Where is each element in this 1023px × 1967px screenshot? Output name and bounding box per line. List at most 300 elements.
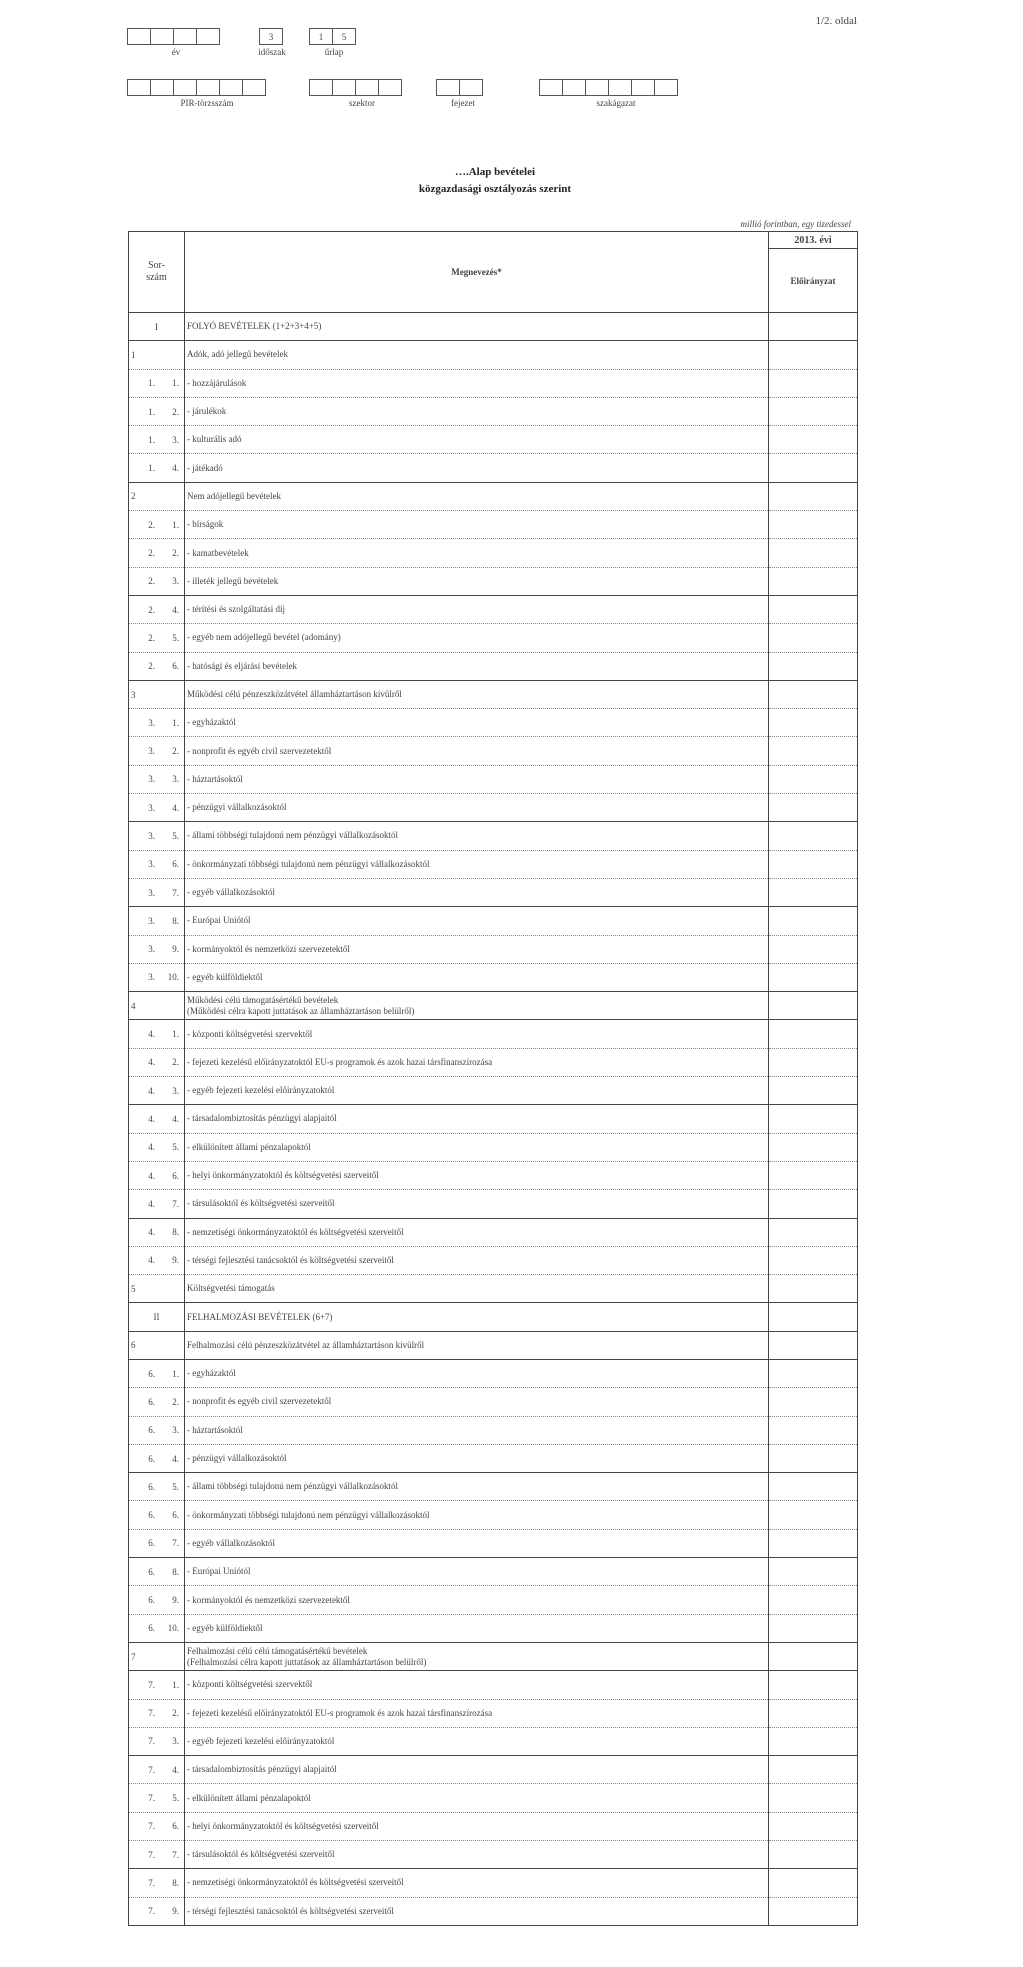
row-number-sub: 4. xyxy=(172,1113,179,1124)
row-number-main: 6. xyxy=(148,1595,155,1605)
row-number-main: 3. xyxy=(148,915,155,926)
row-number-sub: 9. xyxy=(172,1595,179,1605)
appropriation-input-cell[interactable] xyxy=(769,1897,858,1925)
row-number-main: 6. xyxy=(148,1510,155,1521)
row-label: - kormányoktól és nemzetközi szervezetektől xyxy=(187,1594,350,1605)
row-label-cell xyxy=(185,1473,769,1501)
row-label: - társulásoktól és költségvetési szerveitől xyxy=(187,1198,335,1209)
row-label: - járulékok xyxy=(187,406,227,417)
row-number-main: 6. xyxy=(148,1453,155,1464)
table-row xyxy=(129,1359,858,1387)
appropriation-input-cell[interactable] xyxy=(769,482,858,510)
row-number-main: 3 xyxy=(131,689,136,700)
table-row xyxy=(129,1869,858,1897)
appropriation-input-cell[interactable] xyxy=(769,1501,858,1529)
szakagazat-cell[interactable] xyxy=(562,79,586,96)
appropriation-input-cell[interactable] xyxy=(769,935,858,963)
row-number-sub: 2. xyxy=(172,746,179,757)
row-number xyxy=(129,822,185,850)
row-number-sub: 3. xyxy=(172,434,179,445)
row-number xyxy=(129,369,185,397)
table-row xyxy=(129,1105,858,1133)
table-row xyxy=(129,1246,858,1274)
row-label-cell xyxy=(185,1444,769,1472)
appropriation-input-cell[interactable] xyxy=(769,1303,858,1331)
pir-cell[interactable] xyxy=(242,79,266,96)
pir-cell[interactable] xyxy=(219,79,243,96)
table-row xyxy=(129,1558,858,1586)
table-row xyxy=(129,652,858,680)
appropriation-input-cell[interactable] xyxy=(769,341,858,369)
appropriation-input-cell[interactable] xyxy=(769,1614,858,1642)
table-row xyxy=(129,935,858,963)
row-label: - egyéb fejezeti kezelési előirányzatoktól xyxy=(187,1735,335,1746)
document-subtitle: közgazdasági osztályozás szerint xyxy=(418,183,572,195)
row-number-main: 6 xyxy=(131,1340,136,1351)
table-row xyxy=(129,1048,858,1076)
row-label-cell xyxy=(185,1020,769,1048)
row-label-cell xyxy=(185,652,769,680)
row-label-cell xyxy=(185,1501,769,1529)
table-row xyxy=(129,1303,858,1331)
row-number-main: 6. xyxy=(148,1368,155,1379)
appropriation-input-cell[interactable] xyxy=(769,1727,858,1755)
row-number-main: 1. xyxy=(148,378,155,389)
row-label: - egyéb vállalkozásoktól xyxy=(187,1537,275,1548)
pir-label: PIR-törzsszám xyxy=(180,98,234,108)
row-number-main: 3. xyxy=(148,972,155,983)
row-number-sub: 6. xyxy=(172,1170,179,1181)
header-value: Előirányzat xyxy=(790,275,836,286)
row-label: - kulturális adó xyxy=(187,434,242,445)
szektor-cell[interactable] xyxy=(378,79,402,96)
row-label: - nemzetiségi önkormányzatoktól és költségvetési szerveitől xyxy=(187,1226,404,1237)
row-number-main: 4. xyxy=(148,1057,155,1068)
row-label-cell xyxy=(185,369,769,397)
row-label-cell xyxy=(185,1614,769,1642)
appropriation-input-cell[interactable] xyxy=(769,1529,858,1557)
table-row xyxy=(129,1897,858,1925)
row-label-cell xyxy=(185,1048,769,1076)
appropriation-input-cell[interactable] xyxy=(769,511,858,539)
table-row xyxy=(129,369,858,397)
page-number: 1/2. oldal xyxy=(815,15,857,27)
szakagazat-cell[interactable] xyxy=(608,79,632,96)
appropriation-input-cell[interactable] xyxy=(769,1586,858,1614)
row-label: - nonprofit és egyéb civil szervezetektől xyxy=(187,745,332,756)
table-row xyxy=(129,1614,858,1642)
chapter-boxes[interactable] xyxy=(437,79,483,96)
ev-cell[interactable] xyxy=(150,28,174,45)
appropriation-input-cell[interactable] xyxy=(769,1020,858,1048)
row-number xyxy=(129,737,185,765)
row-label: - kamatbevételek xyxy=(187,547,249,558)
row-label-cell xyxy=(185,1586,769,1614)
row-number xyxy=(129,595,185,623)
table-row xyxy=(129,680,858,708)
unit-note: millió forintban, egy tizedessel xyxy=(740,219,851,229)
row-label: - térségi fejlesztési tanácsoktól és költségvetési szerveitől xyxy=(187,1254,394,1265)
row-label-cell xyxy=(185,1133,769,1161)
appropriation-input-cell[interactable] xyxy=(769,369,858,397)
row-number-sub: 2. xyxy=(172,1708,179,1719)
table-row xyxy=(129,822,858,850)
year-boxes[interactable] xyxy=(128,28,220,45)
appropriation-input-cell[interactable] xyxy=(769,1416,858,1444)
fejezet-cell[interactable] xyxy=(436,79,460,96)
appropriation-input-cell[interactable] xyxy=(769,765,858,793)
row-number-main: 1. xyxy=(148,406,155,417)
chapter-label: fejezet xyxy=(451,98,475,108)
ev-cell[interactable] xyxy=(127,28,151,45)
szakagazat-cell[interactable] xyxy=(654,79,678,96)
row-number xyxy=(129,1558,185,1586)
row-number-sub: 1. xyxy=(172,1029,179,1040)
appropriation-input-cell[interactable] xyxy=(769,1275,858,1303)
table-row xyxy=(129,1473,858,1501)
table-row xyxy=(129,963,858,991)
appropriation-input-cell[interactable] xyxy=(769,624,858,652)
table-row xyxy=(129,1756,858,1784)
row-label-cell xyxy=(185,595,769,623)
row-label: - önkormányzati többségi tulajdonú nem pénzügyi vállalkozásoktól xyxy=(187,1509,430,1520)
row-number-main: 4. xyxy=(148,1227,155,1238)
row-number xyxy=(129,1133,185,1161)
row-label: Adók, adó jellegű bevételek xyxy=(187,349,288,360)
row-number-sub: 5. xyxy=(172,1481,179,1492)
szektor-cell[interactable] xyxy=(332,79,356,96)
row-number-main: 3. xyxy=(148,944,155,955)
row-label-cell xyxy=(185,454,769,482)
row-label: - pénzügyi vállalkozásoktól xyxy=(187,802,287,813)
row-label: Működési célú támogatásértékű bevételek (Működési célra kapott juttatások az államháztartáson belülről) xyxy=(187,994,415,1016)
table-row xyxy=(129,1812,858,1840)
row-number-sub: 2. xyxy=(172,1396,179,1407)
row-number-sub: 9. xyxy=(172,1255,179,1266)
table-row xyxy=(129,1784,858,1812)
row-label: Felhalmozási célú célú támogatásértékű bevételek (Felhalmozási célra kapott juttatások az államháztartáson belülről) xyxy=(187,1645,427,1667)
row-number-main: 7 xyxy=(131,1651,136,1662)
szakagazat-cell[interactable] xyxy=(585,79,609,96)
row-number-main: 4. xyxy=(148,1255,155,1266)
row-number-sub: 2. xyxy=(172,1057,179,1068)
table-header-row xyxy=(129,232,858,313)
table-row xyxy=(129,595,858,623)
table-row xyxy=(129,1133,858,1161)
row-number xyxy=(129,1586,185,1614)
ev-cell[interactable] xyxy=(196,28,220,45)
period-label: időszak xyxy=(258,47,286,57)
appropriation-input-cell[interactable] xyxy=(769,652,858,680)
row-label: - központi költségvetési szervektől xyxy=(187,1679,313,1690)
pir-cell[interactable] xyxy=(150,79,174,96)
appropriation-input-cell[interactable] xyxy=(769,1190,858,1218)
row-label-cell xyxy=(185,850,769,878)
row-number-sub: 3. xyxy=(172,774,179,785)
row-number-main: 3. xyxy=(148,887,155,898)
row-number xyxy=(129,539,185,567)
row-label-cell xyxy=(185,1416,769,1444)
row-label-cell xyxy=(185,1727,769,1755)
row-number-main: 6. xyxy=(148,1481,155,1492)
header-year-column xyxy=(769,232,858,313)
appropriation-input-cell[interactable] xyxy=(769,1105,858,1133)
row-label-cell xyxy=(185,680,769,708)
row-number xyxy=(129,1897,185,1925)
appropriation-input-cell[interactable] xyxy=(769,1784,858,1812)
row-label: Működési célú pénzeszközátvétel államháztartáson kívülről xyxy=(187,689,402,699)
appropriation-input-cell[interactable] xyxy=(769,1642,858,1670)
row-label-cell xyxy=(185,1218,769,1246)
row-number-sub: 3. xyxy=(172,1736,179,1747)
szakagazat-cell[interactable] xyxy=(539,79,563,96)
row-label: - egyházaktól xyxy=(187,1368,236,1379)
table-row xyxy=(129,878,858,906)
appropriation-input-cell[interactable] xyxy=(769,1756,858,1784)
branch-label: szakágazat xyxy=(596,98,636,108)
row-number-main: 4 xyxy=(131,1000,136,1011)
appropriation-input-cell[interactable] xyxy=(769,1444,858,1472)
row-number-sub: 6. xyxy=(172,661,179,672)
row-number-sub: 1. xyxy=(172,378,179,389)
row-label: - társadalombiztosítás pénzügyi alapjaitól xyxy=(187,1113,337,1124)
row-number-sub: 4. xyxy=(172,604,179,615)
appropriation-input-cell[interactable] xyxy=(769,426,858,454)
appropriation-input-cell[interactable] xyxy=(769,1812,858,1840)
table-row xyxy=(129,794,858,822)
row-number-sub: 4. xyxy=(172,1764,179,1775)
row-label: - játékadó xyxy=(187,462,223,473)
pir-cell[interactable] xyxy=(173,79,197,96)
table-row xyxy=(129,907,858,935)
appropriation-input-cell[interactable] xyxy=(769,709,858,737)
row-number-sub: 6. xyxy=(172,1510,179,1521)
form-boxes[interactable] xyxy=(310,28,356,45)
appropriation-input-cell[interactable] xyxy=(769,1473,858,1501)
row-number xyxy=(129,397,185,425)
appropriation-input-cell[interactable] xyxy=(769,878,858,906)
appropriation-input-cell[interactable] xyxy=(769,397,858,425)
row-number-main: 7. xyxy=(148,1736,155,1747)
appropriation-input-cell[interactable] xyxy=(769,1077,858,1105)
row-label: - háztartásoktól xyxy=(187,1424,243,1435)
table-row xyxy=(129,1416,858,1444)
row-number xyxy=(129,567,185,595)
appropriation-input-cell[interactable] xyxy=(769,850,858,878)
appropriation-input-cell[interactable] xyxy=(769,1218,858,1246)
appropriation-input-cell[interactable] xyxy=(769,1699,858,1727)
table-row xyxy=(129,454,858,482)
row-number xyxy=(129,1020,185,1048)
row-number-main: 6. xyxy=(148,1566,155,1577)
row-number-sub: 5. xyxy=(172,830,179,841)
row-number xyxy=(129,765,185,793)
idoszak-cell[interactable]: 3 xyxy=(259,28,283,45)
row-number xyxy=(129,1642,185,1670)
appropriation-input-cell[interactable] xyxy=(769,1359,858,1387)
row-number-main: 2. xyxy=(148,604,155,615)
urlap-cell[interactable]: 5 xyxy=(332,28,356,45)
pir-cell[interactable] xyxy=(196,79,220,96)
table-row xyxy=(129,1218,858,1246)
row-label: - bírságok xyxy=(187,519,224,530)
row-number xyxy=(129,935,185,963)
row-label-cell xyxy=(185,1897,769,1925)
row-number xyxy=(129,680,185,708)
row-label-cell xyxy=(185,1303,769,1331)
row-number-sub: 8. xyxy=(172,915,179,926)
szektor-cell[interactable] xyxy=(309,79,333,96)
table-row xyxy=(129,1727,858,1755)
row-number xyxy=(129,1841,185,1869)
row-label-cell xyxy=(185,1359,769,1387)
row-number-main: 1. xyxy=(148,463,155,474)
sector-label: szektor xyxy=(349,98,375,108)
row-number xyxy=(129,963,185,991)
szakagazat-cell[interactable] xyxy=(631,79,655,96)
row-number-main: 2. xyxy=(148,519,155,530)
row-label-cell xyxy=(185,794,769,822)
table-row xyxy=(129,1586,858,1614)
appropriation-input-cell[interactable] xyxy=(769,963,858,991)
row-number xyxy=(129,1359,185,1387)
header-row-number: Sor- szám xyxy=(129,232,185,313)
row-label: FOLYÓ BEVÉTELEK (1+2+3+4+5) xyxy=(187,321,322,332)
row-number-sub: 9. xyxy=(172,944,179,955)
appropriation-input-cell[interactable] xyxy=(769,680,858,708)
row-number-main: 2 xyxy=(131,491,136,502)
row-label-cell xyxy=(185,1190,769,1218)
table-row xyxy=(129,1529,858,1557)
szektor-cell[interactable] xyxy=(355,79,379,96)
row-label: - Európai Uniótól xyxy=(187,1566,251,1577)
row-label-cell xyxy=(185,1756,769,1784)
row-label-cell xyxy=(185,1246,769,1274)
row-number xyxy=(129,1246,185,1274)
row-number xyxy=(129,313,185,341)
table-row xyxy=(129,1331,858,1359)
row-number xyxy=(129,454,185,482)
table-row xyxy=(129,1161,858,1189)
row-label-cell xyxy=(185,737,769,765)
appropriation-input-cell[interactable] xyxy=(769,1558,858,1586)
row-number-sub: 7. xyxy=(172,887,179,898)
row-number-main: 7. xyxy=(148,1708,155,1719)
row-label-cell xyxy=(185,1105,769,1133)
row-number-main: 4. xyxy=(148,1170,155,1181)
row-label: - egyéb fejezeti kezelési előirányzatoktól xyxy=(187,1085,335,1096)
row-label: - helyi önkormányzatoktól és költségvetési szerveitől xyxy=(187,1170,379,1181)
pir-cell[interactable] xyxy=(127,79,151,96)
sector-boxes[interactable] xyxy=(310,79,402,96)
row-number xyxy=(129,652,185,680)
appropriation-input-cell[interactable] xyxy=(769,1246,858,1274)
form-label: űrlap xyxy=(324,47,344,57)
appropriation-input-cell[interactable] xyxy=(769,1161,858,1189)
pir-boxes[interactable] xyxy=(128,79,266,96)
row-number xyxy=(129,426,185,454)
period-boxes[interactable] xyxy=(260,28,283,45)
appropriation-input-cell[interactable] xyxy=(769,737,858,765)
row-label: - fejezeti kezelésű előirányzatoktól EU-s programok és azok hazai társfinanszírozása xyxy=(187,1056,493,1067)
appropriation-input-cell[interactable] xyxy=(769,1133,858,1161)
row-number-sub: 3. xyxy=(172,1425,179,1436)
table-row xyxy=(129,511,858,539)
appropriation-input-cell[interactable] xyxy=(769,1869,858,1897)
ev-cell[interactable] xyxy=(173,28,197,45)
row-number xyxy=(129,482,185,510)
fejezet-cell[interactable] xyxy=(459,79,483,96)
row-label-cell xyxy=(185,935,769,963)
row-label-cell xyxy=(185,1699,769,1727)
row-label: Felhalmozási célú pénzeszközátvétel az államháztartáson kívülről xyxy=(187,1339,425,1350)
table-row xyxy=(129,850,858,878)
appropriation-input-cell[interactable] xyxy=(769,567,858,595)
appropriation-input-cell[interactable] xyxy=(769,822,858,850)
urlap-cell[interactable]: 1 xyxy=(309,28,333,45)
row-number-sub: 8. xyxy=(172,1566,179,1577)
appropriation-input-cell[interactable] xyxy=(769,1671,858,1699)
row-number xyxy=(129,1105,185,1133)
row-number-sub: 2. xyxy=(172,548,179,559)
row-number-main: 7. xyxy=(148,1764,155,1775)
branch-boxes[interactable] xyxy=(540,79,678,96)
appropriation-input-cell[interactable] xyxy=(769,1841,858,1869)
row-label: - elkülönített állami pénzalapoktól xyxy=(187,1141,311,1152)
row-label-cell xyxy=(185,1275,769,1303)
row-number xyxy=(129,709,185,737)
row-number-main: 4. xyxy=(148,1029,155,1040)
row-number xyxy=(129,1869,185,1897)
row-number-main: 6. xyxy=(148,1425,155,1436)
row-label-cell xyxy=(185,1331,769,1359)
row-label-cell xyxy=(185,992,769,1020)
row-number-sub: 8. xyxy=(172,1877,179,1888)
appropriation-input-cell[interactable] xyxy=(769,992,858,1020)
appropriation-input-cell[interactable] xyxy=(769,907,858,935)
row-number-main: 3. xyxy=(148,802,155,813)
row-number xyxy=(129,1501,185,1529)
row-number xyxy=(129,341,185,369)
row-number-sub: 1. xyxy=(172,1679,179,1690)
appropriation-input-cell[interactable] xyxy=(769,1048,858,1076)
row-number-main: 4. xyxy=(148,1113,155,1124)
row-label-cell xyxy=(185,624,769,652)
row-label-cell xyxy=(185,1812,769,1840)
row-label: - hatósági és eljárási bevételek xyxy=(187,660,297,671)
appropriation-input-cell[interactable] xyxy=(769,595,858,623)
table-row xyxy=(129,482,858,510)
table-row xyxy=(129,567,858,595)
row-label: FELHALMOZÁSI BEVÉTELEK (6+7) xyxy=(187,1311,333,1322)
row-number xyxy=(129,1444,185,1472)
year-label: év xyxy=(171,47,181,57)
appropriation-input-cell[interactable] xyxy=(769,454,858,482)
appropriation-input-cell[interactable] xyxy=(769,794,858,822)
appropriation-input-cell[interactable] xyxy=(769,313,858,341)
row-label: - önkormányzati többségi tulajdonú nem pénzügyi vállalkozásoktól xyxy=(187,858,430,869)
row-label-cell xyxy=(185,567,769,595)
row-number-sub: 5. xyxy=(172,1142,179,1153)
header-year: 2013. évi xyxy=(769,232,857,249)
appropriation-input-cell[interactable] xyxy=(769,1331,858,1359)
row-label: - egyéb vállalkozásoktól xyxy=(187,887,275,898)
table-row xyxy=(129,1699,858,1727)
row-number-main: 7. xyxy=(148,1849,155,1860)
appropriation-input-cell[interactable] xyxy=(769,1388,858,1416)
appropriation-input-cell[interactable] xyxy=(769,539,858,567)
row-label-cell xyxy=(185,341,769,369)
